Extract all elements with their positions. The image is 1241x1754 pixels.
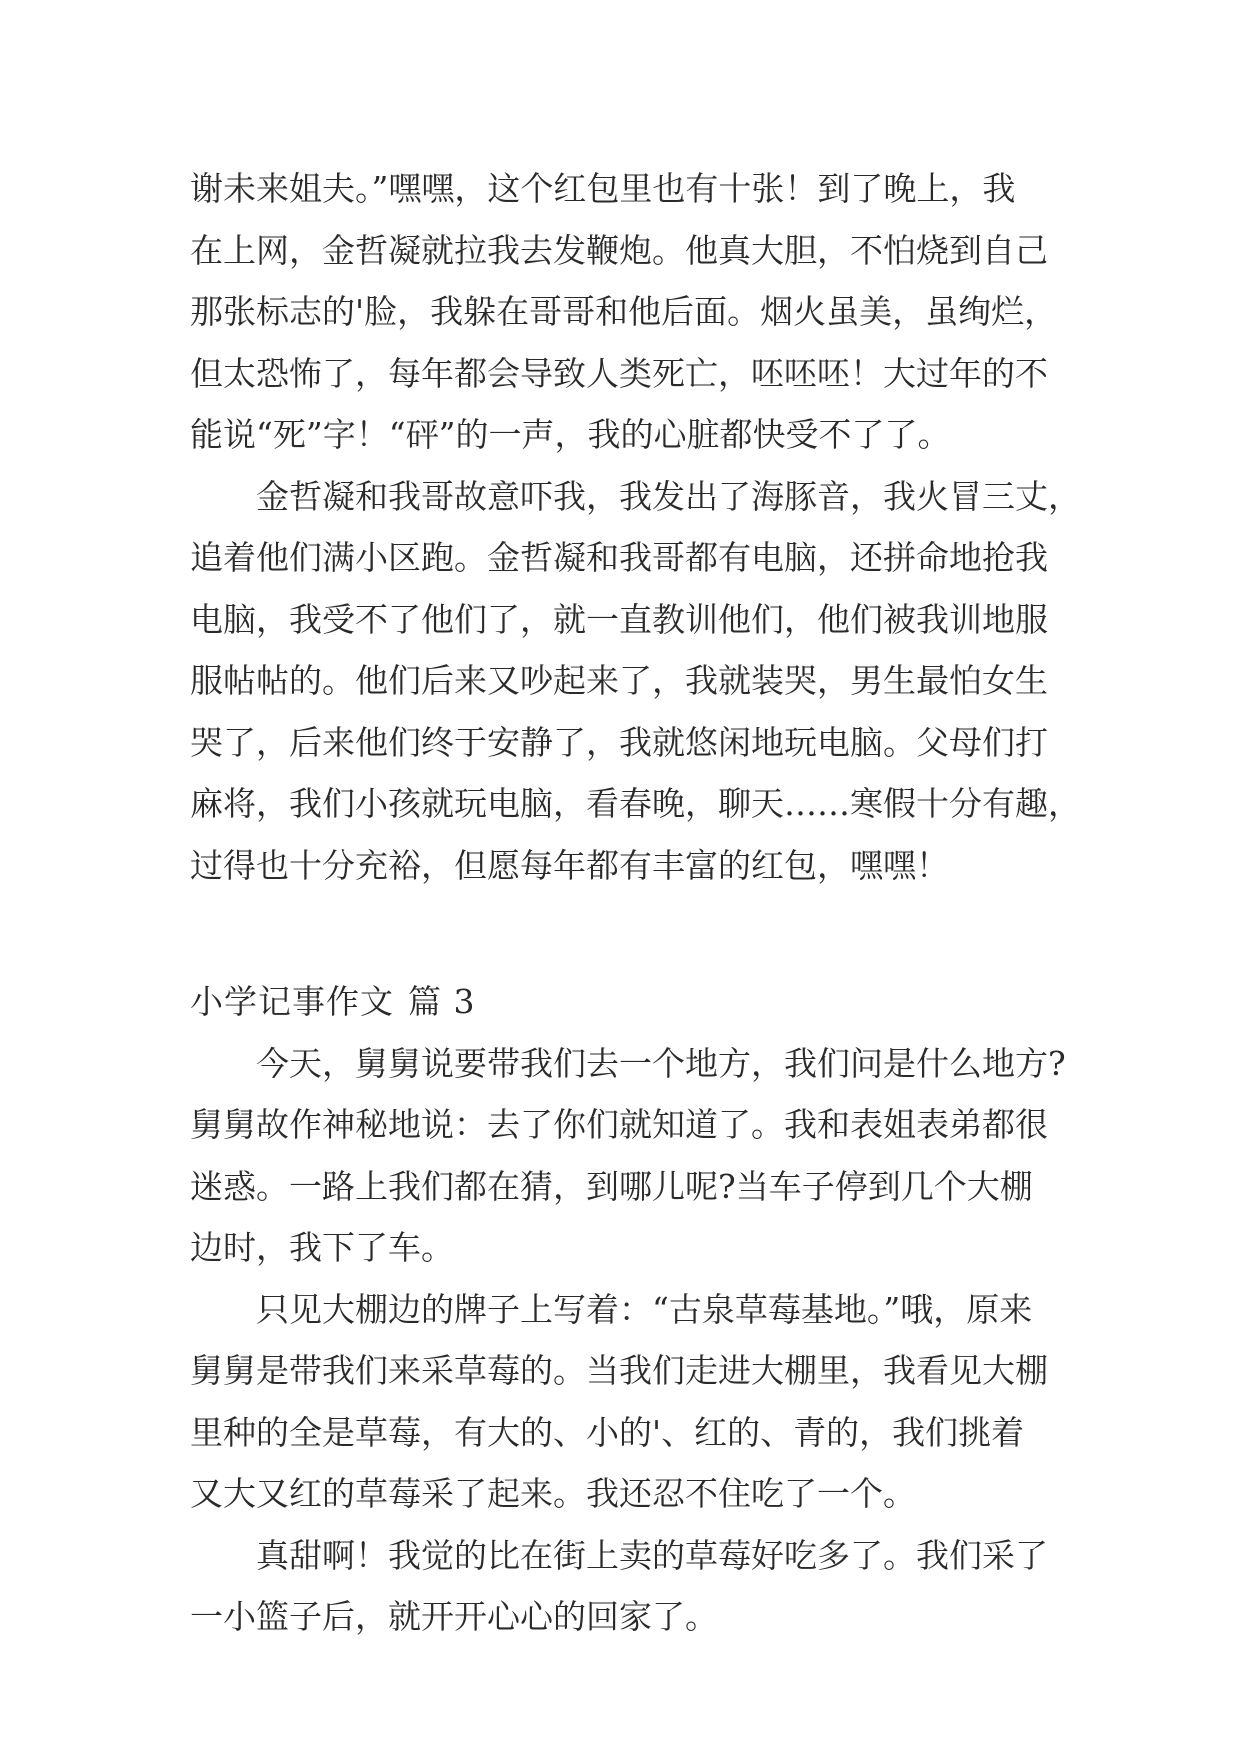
- text-line: 过得也十分充裕，但愿每年都有丰富的红包，嘿嘿！: [190, 845, 949, 885]
- paragraph: [190, 1279, 1070, 1525]
- text-line: 那张标志的'脸，我躲在哥哥和他后面。烟火虽美，虽绚烂，: [190, 292, 1058, 331]
- text-line: 边时，我下了车。: [190, 1228, 454, 1267]
- text-line: 电脑，我受不了他们了，就一直教训他们，他们被我训地服: [190, 599, 1048, 639]
- text-line: 只见大棚边的牌子上写着：“古泉草莓基地。”哦，原来: [256, 1289, 1033, 1329]
- text-line: 金哲凝和我哥故意吓我，我发出了海豚音，我火冒三丈，: [256, 476, 1081, 516]
- text-line: 今天，舅舅说要带我们去一个地方，我们问是什么地方?: [256, 1043, 1066, 1083]
- text-line: 迷惑。一路上我们都在猜，到哪儿呢?当车子停到几个大棚: [190, 1166, 1033, 1206]
- text-line: 但太恐怖了，每年都会导致人类死亡，呸呸呸！大过年的不: [190, 353, 1048, 393]
- text-line: 里种的全是草莓，有大的、小的'、红的、青的，我们挑着: [190, 1412, 1025, 1452]
- section-heading-title: 小学记事作文: [190, 982, 394, 1021]
- paragraph: [190, 1033, 1070, 1279]
- text-line: 真甜啊！我觉的比在街上卖的草莓好吃多了。我们采了: [256, 1535, 1048, 1575]
- text-line: 追着他们满小区跑。金哲凝和我哥都有电脑，还拼命地抢我: [190, 538, 1048, 577]
- text-line: 谢未来姐夫。”嘿嘿，这个红包里也有十张！到了晚上，我: [190, 169, 1016, 208]
- section-heading-number: 篇 3: [408, 982, 476, 1021]
- paragraph: [190, 1525, 1070, 1648]
- text-line: 又大又红的草莓采了起来。我还忍不住吃了一个。: [190, 1474, 916, 1513]
- text-line: 在上网，金哲凝就拉我去发鞭炮。他真大胆，不怕烧到自己: [190, 230, 1048, 270]
- text-line: 麻将，我们小孩就玩电脑，看春晚，聊天……寒假十分有趣，: [190, 784, 1081, 823]
- text-line: 能说“死”字！“砰”的一声，我的心脏都快受不了了。: [190, 415, 951, 454]
- text-line: 服帖帖的。他们后来又吵起来了，我就装哭，男生最怕女生: [190, 661, 1048, 700]
- text-line: 舅舅是带我们来采草莓的。当我们走进大棚里，我看见大棚: [190, 1351, 1048, 1390]
- text-line: 一小篮子后，就开开心心的回家了。: [190, 1597, 718, 1636]
- section-heading: [190, 971, 1070, 1033]
- section-spacer: [190, 896, 1070, 971]
- text-column: [190, 158, 1081, 1648]
- paragraph: [190, 466, 1081, 897]
- text-line: 哭了，后来他们终于安静了，我就悠闲地玩电脑。父母们打: [190, 722, 1048, 762]
- text-line: 舅舅故作神秘地说：去了你们就知道了。我和表姐表弟都很: [190, 1105, 1048, 1144]
- paragraph: [190, 158, 1070, 466]
